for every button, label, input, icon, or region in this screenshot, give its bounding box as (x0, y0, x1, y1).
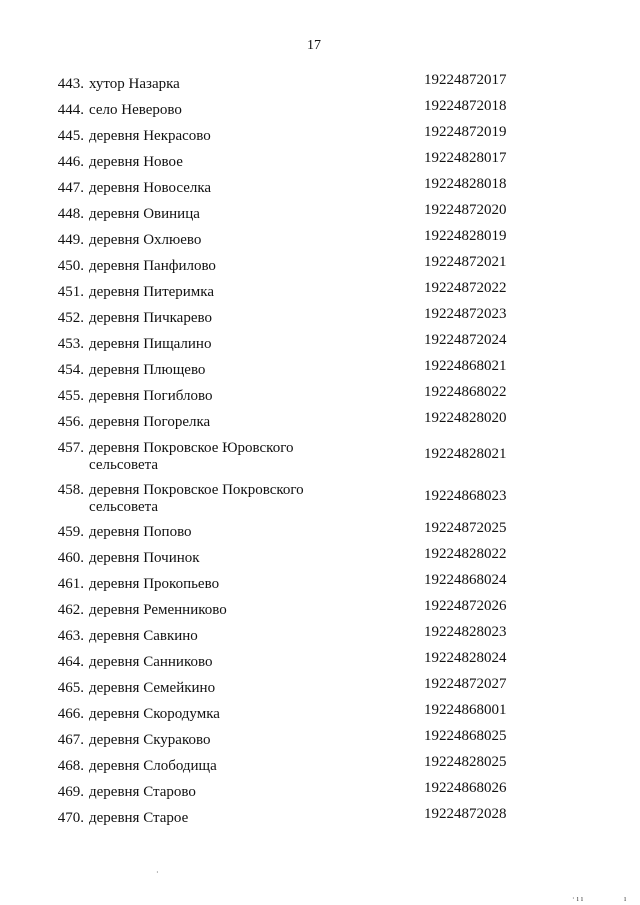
list-item (0, 306, 640, 332)
list-item (0, 478, 640, 520)
oktmo-code: 19224872027 (424, 676, 507, 692)
settlement-name: деревня Слободища (89, 758, 217, 774)
list-item (0, 650, 640, 676)
settlement-name: деревня Починок (89, 550, 200, 566)
settlement-name: деревня Старово (89, 784, 196, 800)
settlement-name: деревня Семейкино (89, 680, 216, 696)
item-number: 470. (57, 810, 84, 826)
oktmo-code: 19224872017 (424, 72, 507, 88)
list-item (0, 176, 640, 202)
list-item (0, 436, 640, 478)
scan-speck: ı (624, 894, 627, 903)
list-item (0, 332, 640, 358)
item-number: 468. (57, 758, 84, 774)
list-item (0, 754, 640, 780)
item-number: 462. (57, 602, 84, 618)
settlement-name: деревня Пичкарево (89, 310, 212, 326)
oktmo-code: 19224828017 (424, 150, 507, 166)
settlement-name: хутор Назарка (89, 76, 180, 92)
list-item (0, 676, 640, 702)
list-item (0, 572, 640, 598)
oktmo-code: 19224828021 (424, 446, 507, 462)
list-item (0, 728, 640, 754)
list-item (0, 598, 640, 624)
list-item (0, 202, 640, 228)
scan-speck: · ı ı (572, 894, 584, 903)
settlement-name: деревня Питеримка (89, 284, 215, 300)
oktmo-code: 19224868022 (424, 384, 507, 400)
item-number: 464. (57, 654, 84, 670)
item-number: 444. (57, 102, 84, 118)
list-item (0, 384, 640, 410)
item-number: 446. (57, 154, 84, 170)
settlement-name: деревня Новоселка (89, 180, 212, 196)
settlement-name: деревня Охлюево (89, 232, 202, 248)
item-number: 445. (57, 128, 84, 144)
item-number: 469. (57, 784, 84, 800)
oktmo-code: 19224872028 (424, 806, 507, 822)
settlement-name: деревня Прокопьево (89, 576, 220, 592)
oktmo-code: 19224828022 (424, 546, 507, 562)
settlement-name: деревня Савкино (89, 628, 198, 644)
item-number: 460. (57, 550, 84, 566)
item-number: 465. (57, 680, 84, 696)
oktmo-code: 19224828019 (424, 228, 507, 244)
item-number: 448. (57, 206, 84, 222)
settlement-name: деревня Погорелка (89, 414, 211, 430)
oktmo-code: 19224868026 (424, 780, 507, 796)
settlement-name: деревня Старое (89, 810, 189, 826)
list-item (0, 702, 640, 728)
item-number: 453. (57, 336, 84, 352)
item-number: 454. (57, 362, 84, 378)
oktmo-code: 19224828020 (424, 410, 507, 426)
settlement-name: деревня Новое (89, 154, 183, 170)
item-number: 467. (57, 732, 84, 748)
oktmo-code: 19224872025 (424, 520, 507, 536)
list-item (0, 124, 640, 150)
item-number: 461. (57, 576, 84, 592)
item-number: 456. (57, 414, 84, 430)
item-number: 458. (57, 482, 84, 498)
item-number: 466. (57, 706, 84, 722)
item-number: 449. (57, 232, 84, 248)
list-item (0, 806, 640, 832)
oktmo-code: 19224872023 (424, 306, 507, 322)
settlement-name: деревня Плющево (89, 362, 206, 378)
item-number: 457. (57, 440, 84, 456)
oktmo-code: 19224828023 (424, 624, 507, 640)
settlement-name: деревня Некрасово (89, 128, 211, 144)
item-number: 450. (57, 258, 84, 274)
oktmo-code: 19224868001 (424, 702, 507, 718)
oktmo-code: 19224872024 (424, 332, 507, 348)
oktmo-code: 19224828025 (424, 754, 507, 770)
settlement-name: деревня Погиблово (89, 388, 213, 404)
oktmo-code: 19224872020 (424, 202, 507, 218)
item-number: 452. (57, 310, 84, 326)
settlement-name: деревня Скураково (89, 732, 211, 748)
settlement-list (0, 72, 640, 832)
item-number: 463. (57, 628, 84, 644)
list-item (0, 98, 640, 124)
oktmo-code: 19224868024 (424, 572, 507, 588)
list-item (0, 280, 640, 306)
page-number: 17 (307, 38, 321, 53)
list-item (0, 358, 640, 384)
scan-speck: · (156, 868, 159, 877)
oktmo-code: 19224868021 (424, 358, 507, 374)
item-number: 451. (57, 284, 84, 300)
settlement-name: деревня Покровское Юровского сельсовета (89, 440, 294, 473)
list-item (0, 150, 640, 176)
item-number: 459. (57, 524, 84, 540)
oktmo-code: 19224872021 (424, 254, 507, 270)
list-item (0, 410, 640, 436)
settlement-name: деревня Овиница (89, 206, 200, 222)
oktmo-code: 19224868023 (424, 488, 507, 504)
list-item (0, 72, 640, 98)
oktmo-code: 19224872019 (424, 124, 507, 140)
settlement-name: деревня Санниково (89, 654, 213, 670)
oktmo-code: 19224868025 (424, 728, 507, 744)
list-item (0, 780, 640, 806)
list-item (0, 624, 640, 650)
item-number: 443. (57, 76, 84, 92)
settlement-name: деревня Скородумка (89, 706, 220, 722)
item-number: 447. (57, 180, 84, 196)
item-number: 455. (57, 388, 84, 404)
settlement-name: деревня Панфилово (89, 258, 216, 274)
settlement-name: деревня Ременниково (89, 602, 227, 618)
oktmo-code: 19224872026 (424, 598, 507, 614)
settlement-name: деревня Попово (89, 524, 192, 540)
oktmo-code: 19224828024 (424, 650, 507, 666)
list-item (0, 228, 640, 254)
settlement-name: село Неверово (89, 102, 182, 118)
settlement-name: деревня Покровское Покровского сельсовета (89, 482, 304, 515)
oktmo-code: 19224872018 (424, 98, 507, 114)
settlement-name: деревня Пищалино (89, 336, 212, 352)
list-item (0, 546, 640, 572)
oktmo-code: 19224828018 (424, 176, 507, 192)
list-item (0, 520, 640, 546)
list-item (0, 254, 640, 280)
oktmo-code: 19224872022 (424, 280, 507, 296)
